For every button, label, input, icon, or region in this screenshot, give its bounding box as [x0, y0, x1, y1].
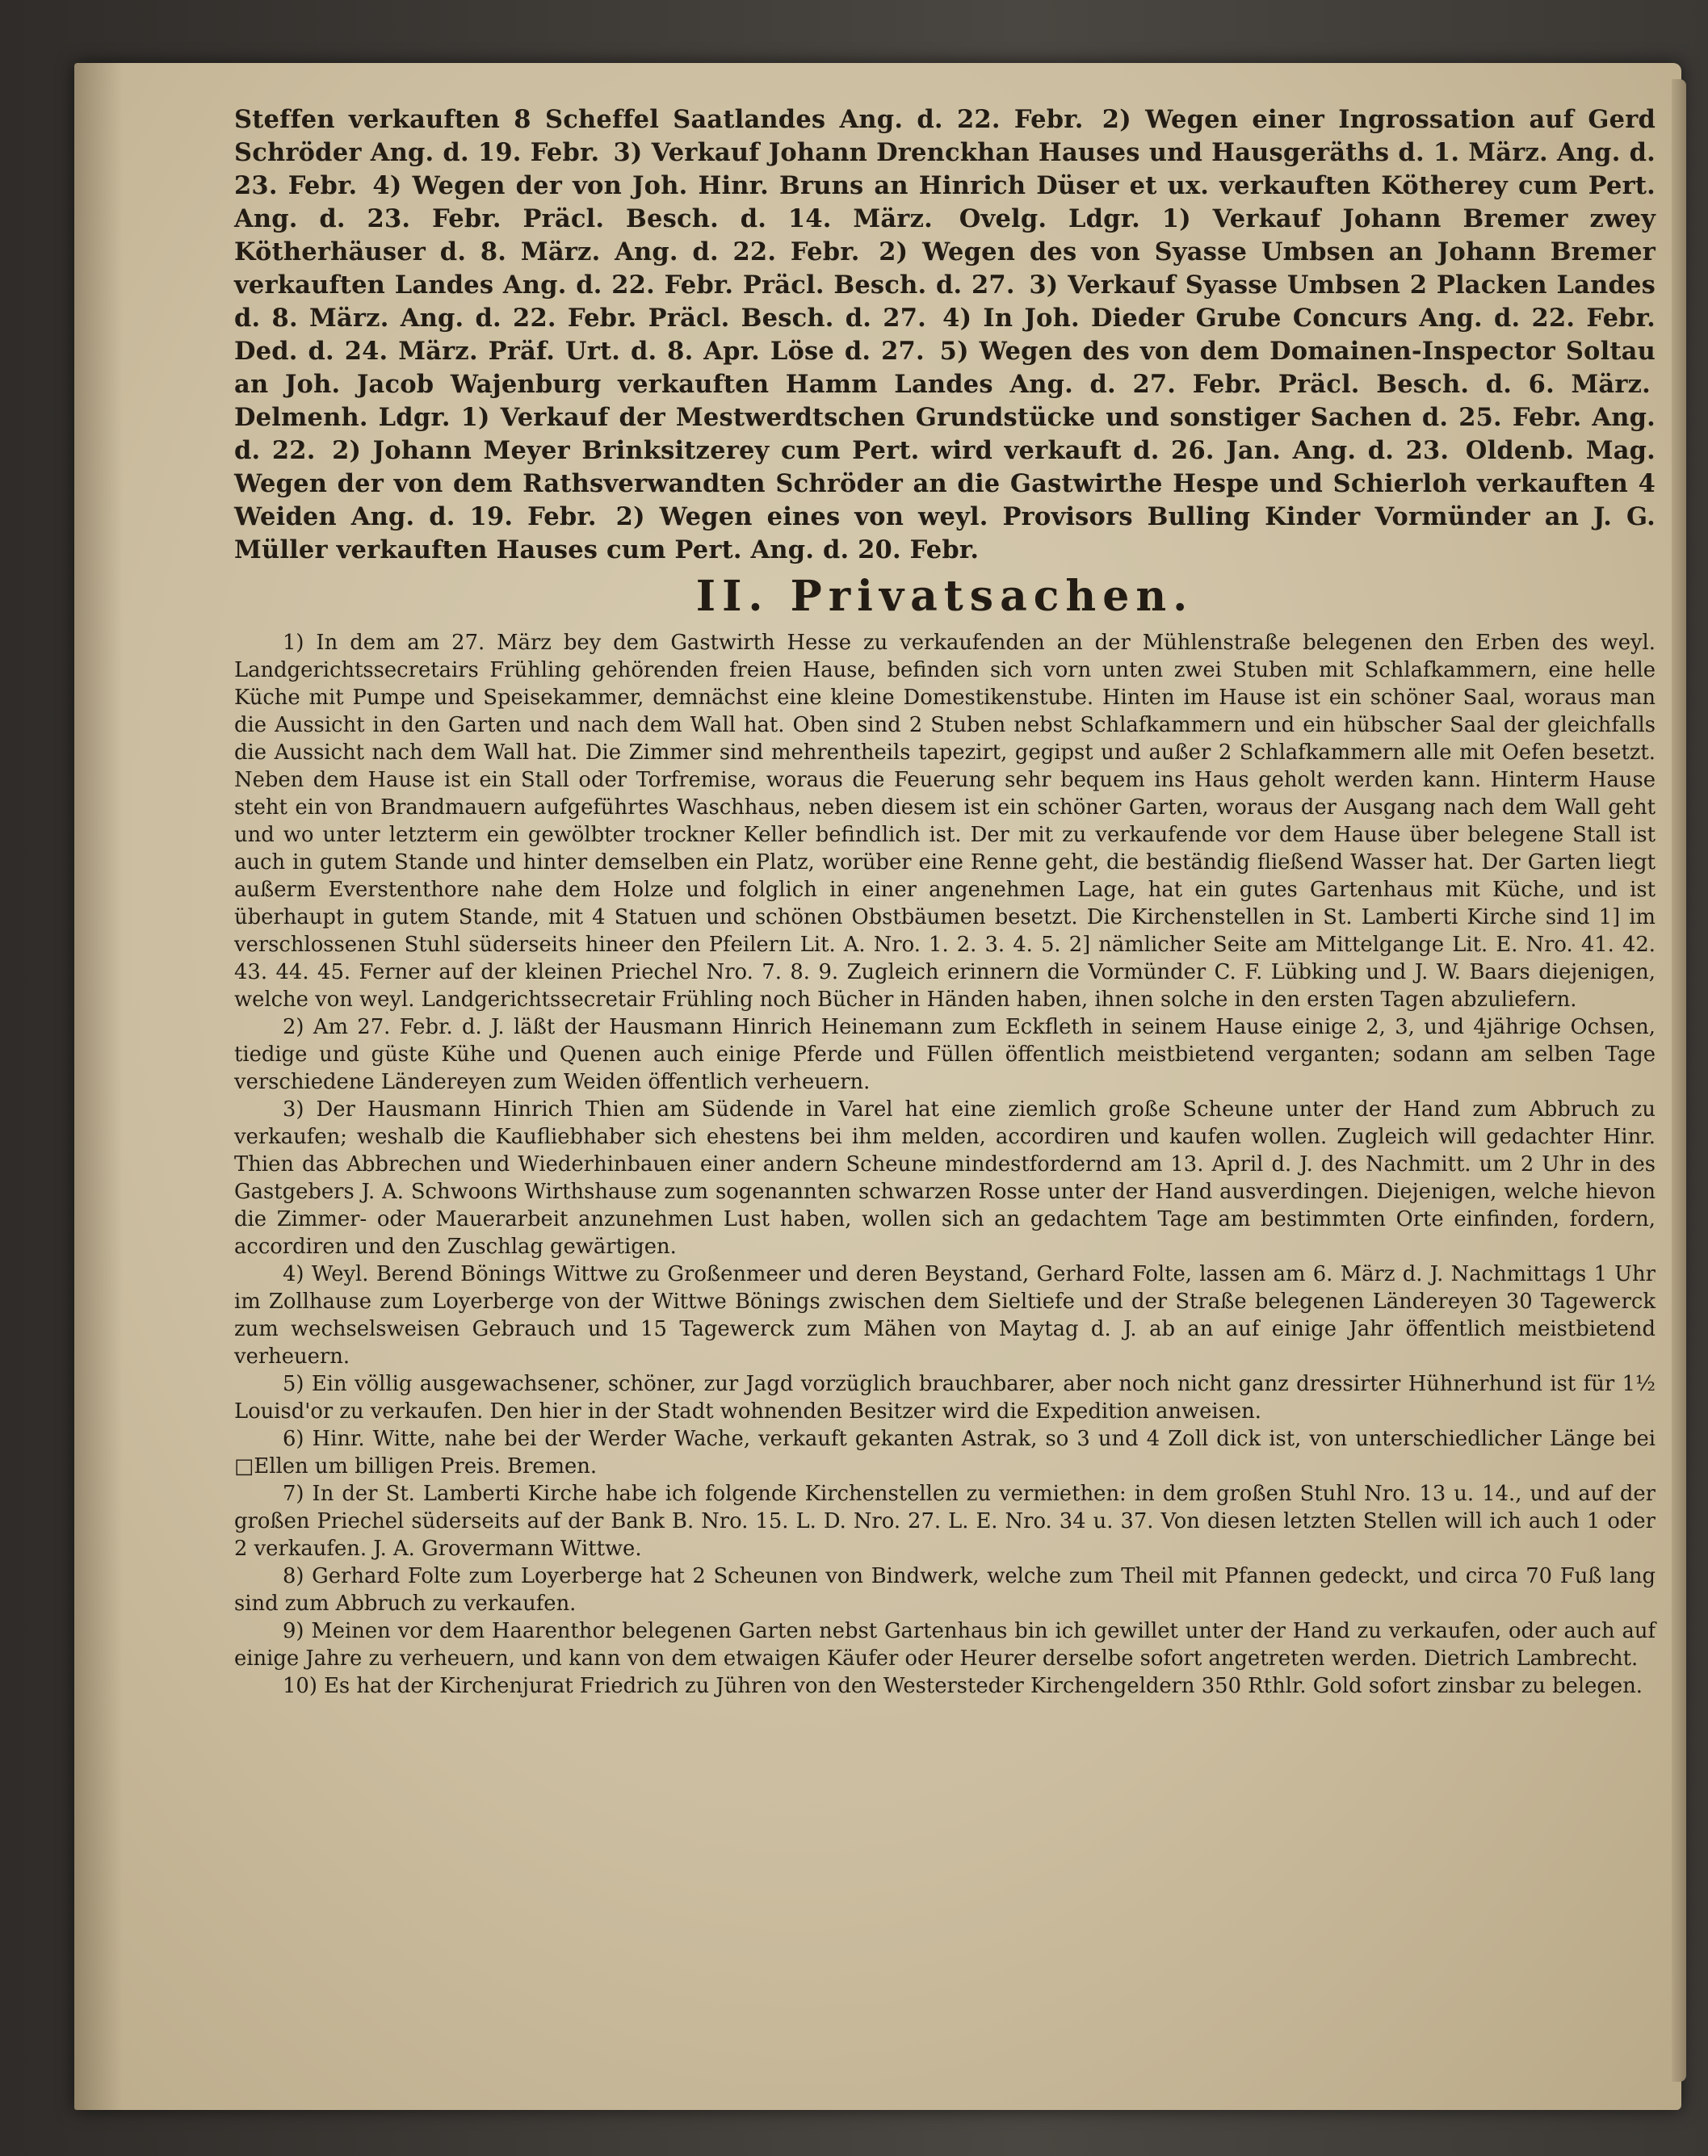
private-notice: 4) Weyl. Berend Bönings Wittwe zu Großenmeer und deren Beystand, Gerhard Folte, lassen am 6. März d. J. Nachmittags 1 Uhr im Zollhause zum Loyerberge von der Wittwe Bönings zwischen dem Sieltiefe und der Straße belegenen Ländereyen 30 Tagewerck zum wechselsweisen Gebrauch und 15 Tagewerck zum Mähen von Maytag d. J. ab an auf einige Jahr öffentlich meistbietend verheuern.	[234, 1262, 1656, 1369]
announcement: 3) Verkauf Johann Drenckhan Hauses und Hausgeräths d. 1. März. Ang. d. 23. Febr.	[234, 138, 1656, 200]
announcement: 2) Wegen einer Ingrossation auf Gerd Schröder Ang. d. 19. Febr.	[234, 105, 1656, 167]
announcement: Oldenb. Mag. Wegen der von dem Rathsverwandten Schröder an die Gastwirthe Hespe und Schierloh verkauften 4 Weiden Ang. d. 19. Febr.	[234, 436, 1656, 531]
announcement: 2) Wegen eines von weyl. Provisors Bulling Kinder Vormünder an J. G. Müller verkauften Hauses cum Pert. Ang. d. 20. Febr.	[234, 502, 1656, 564]
announcement: 3) Verkauf Syasse Umbsen 2 Placken Landes d. 8. März. Ang. d. 22. Febr. Präcl. Besch. d. 27.	[234, 271, 1656, 333]
gutter-shadow	[74, 63, 123, 2110]
private-notice: 5) Ein völlig ausgewachsener, schöner, zur Jagd vorzüglich brauchbarer, aber noch nicht ganz dressirter Hühnerhund ist für 1½ Louisd'or zu verkaufen. Den hier in der Stadt wohnenden Besitzer wird die Expedition anweisen.	[234, 1372, 1656, 1424]
official-announcements	[234, 103, 1656, 567]
announcement: 2) Wegen des von Syasse Umbsen an Johann Bremer verkauften Landes Ang. d. 22. Febr. Präcl. Besch. d. 27.	[234, 237, 1656, 300]
page-edge	[1672, 79, 1686, 2082]
private-notice: 6) Hinr. Witte, nahe bei der Werder Wache, verkauft gekanten Astrak, so 3 und 4 Zoll dick ist, von unterschiedlicher Länge bei □Ellen um billigen Preis. Bremen.	[234, 1427, 1656, 1479]
announcement: 5) Wegen des von dem Domainen-Inspector Soltau an Joh. Jacob Wajenburg verkauften Hamm Landes Ang. d. 27. Febr. Präcl. Besch. d. 6. März.	[234, 337, 1656, 399]
private-notice: 9) Meinen vor dem Haarenthor belegenen Garten nebst Gartenhaus bin ich gewillet unter der Hand zu verkaufen, oder auch auf einige Jahre zu verheuern, und kann von dem etwaigen Käufer oder Heurer derselbe sofort angetreten werden. Dietrich Lambrecht.	[234, 1619, 1656, 1671]
announcement: Steffen verkauften 8 Scheffel Saatlandes Ang. d. 22. Febr.	[234, 105, 1084, 134]
private-notice: 10) Es hat der Kirchenjurat Friedrich zu Jühren von den Westersteder Kirchengeldern 350 Rthlr. Gold sofort zinsbar zu belegen.	[283, 1674, 1643, 1698]
section-heading: II. Privatsachen.	[695, 572, 1194, 621]
private-notice: 8) Gerhard Folte zum Loyerberge hat 2 Scheunen von Bindwerk, welche zum Theil mit Pfannen gedeckt, und circa 70 Fuß lang sind zum Abbruch zu verkaufen.	[234, 1564, 1656, 1616]
announcement: Delmenh. Ldgr. 1) Verkauf der Mestwerdtschen Grundstücke und sonstiger Sachen d. 25. Febr. Ang. d. 22.	[234, 403, 1656, 465]
announcement: 4) Wegen der von Joh. Hinr. Bruns an Hinrich Düser et ux. verkauften Kötherey cum Pert. Ang. d. 23. Febr. Präcl. Besch. d. 14. März.	[234, 171, 1656, 233]
private-notices	[234, 629, 1656, 1700]
announcement: 4) In Joh. Dieder Grube Concurs Ang. d. 22. Febr. Ded. d. 24. März. Präf. Urt. d. 8. Apr. Löse d. 27.	[234, 304, 1656, 366]
private-notice: 3) Der Hausmann Hinrich Thien am Südende in Varel hat eine ziemlich große Scheune unter der Hand zum Abbruch zu verkaufen; weshalb die Kaufliebhaber sich ehestens bei ihm melden, accordiren und kaufen wollen. Zugleich will gedachter Hinr. Thien das Abbrechen und Wiederhinbauen einer andern Scheune mindestfordernd am 13. April d. J. des Nachmitt. um 2 Uhr in des Gastgebers J. A. Schwoons Wirthshause zum sogenannten schwarzen Rosse unter der Hand ausverdingen. Diejenigen, welche hievon die Zimmer- oder Mauerarbeit anzunehmen Lust haben, wollen sich an gedachtem Tage am bestimmten Orte einfinden, fordern, accordiren und den Zuschlag gewärtigen.	[234, 1097, 1656, 1259]
page-text	[234, 103, 1656, 1700]
announcement: Ovelg. Ldgr. 1) Verkauf Johann Bremer zwey Kötherhäuser d. 8. März. Ang. d. 22. Febr.	[234, 204, 1656, 266]
private-notice: 2) Am 27. Febr. d. J. läßt der Hausmann Hinrich Heinemann zum Eckfleth in seinem Hause einige 2, 3, und 4jährige Ochsen, tiedige und güste Kühe und Quenen auch einige Pferde und Füllen öffentlich meistbietend verganten; sodann am selben Tage verschiedene Ländereyen zum Weiden öffentlich verheuern.	[234, 1015, 1656, 1094]
private-notice: 1) In dem am 27. März bey dem Gastwirth Hesse zu verkaufenden an der Mühlenstraße belegenen den Erben des weyl. Landgerichtssecretairs Frühling gehörenden freien Hause, befinden sich vorn unten zwei Stuben mit Schlafkammern, eine helle Küche mit Pumpe und Speisekammer, demnächst eine kleine Domestikenstube. Hinten im Hause ist ein schöner Saal, woraus man die Aussicht in den Garten und nach dem Wall hat. Oben sind 2 Stuben nebst Schlafkammern und ein hübscher Saal der gleichfalls die Aussicht nach dem Wall hat. Die Zimmer sind mehrentheils tapezirt, gegipst und außer 2 Schlafkammern alle mit Oefen besetzt. Neben dem Hause ist ein Stall oder Torfremise, woraus die Feuerung sehr bequem ins Haus geholt werden kann. Hinterm Hause steht ein von Brandmauern aufgeführtes Waschhaus, neben diesem ist ein schöner Garten, woraus der Ausgang nach dem Wall geht und wo unter letzterm ein gewölbter trockner Keller befindlich ist. Der mit zu verkaufende vor dem Hause über belegene Stall ist auch in gutem Stande und hinter demselben ein Platz, worüber eine Renne geht, die beständig fließend Wasser hat. Der Garten liegt außerm Everstenthore nahe dem Holze und folglich in einer angenehmen Lage, hat ein gutes Gartenhaus mit Küche, und ist überhaupt in gutem Stande, mit 4 Statuen und schönen Obstbäumen besetzt. Die Kirchenstellen in St. Lamberti Kirche sind 1] im verschlossenen Stuhl süderseits hineer den Pfeilern Lit. A. Nro. 1. 2. 3. 4. 5. 2] nämlicher Seite am Mittelgange Lit. E. Nro. 41. 42. 43. 44. 45. Ferner auf der kleinen Priechel Nro. 7. 8. 9. Zugleich erinnern die Vormünder C. F. Lübking und J. W. Baars diejenigen, welche von weyl. Landgerichtssecretair Frühling noch Bücher in Händen haben, ihnen solche in den ersten Tagen abzuliefern.	[234, 631, 1656, 1012]
announcement: 2) Johann Meyer Brinksitzerey cum Pert. wird verkauft d. 26. Jan. Ang. d. 23.	[332, 436, 1450, 465]
private-notice: 7) In der St. Lamberti Kirche habe ich folgende Kirchenstellen zu vermiethen: in dem großen Stuhl Nro. 13 u. 14., und auf der großen Priechel süderseits auf der Bank B. Nro. 15. L. D. Nro. 27. L. E. Nro. 34 u. 37. Von diesen letzten Stellen will ich auch 1 oder 2 verkaufen. J. A. Grovermann Wittwe.	[234, 1482, 1656, 1561]
